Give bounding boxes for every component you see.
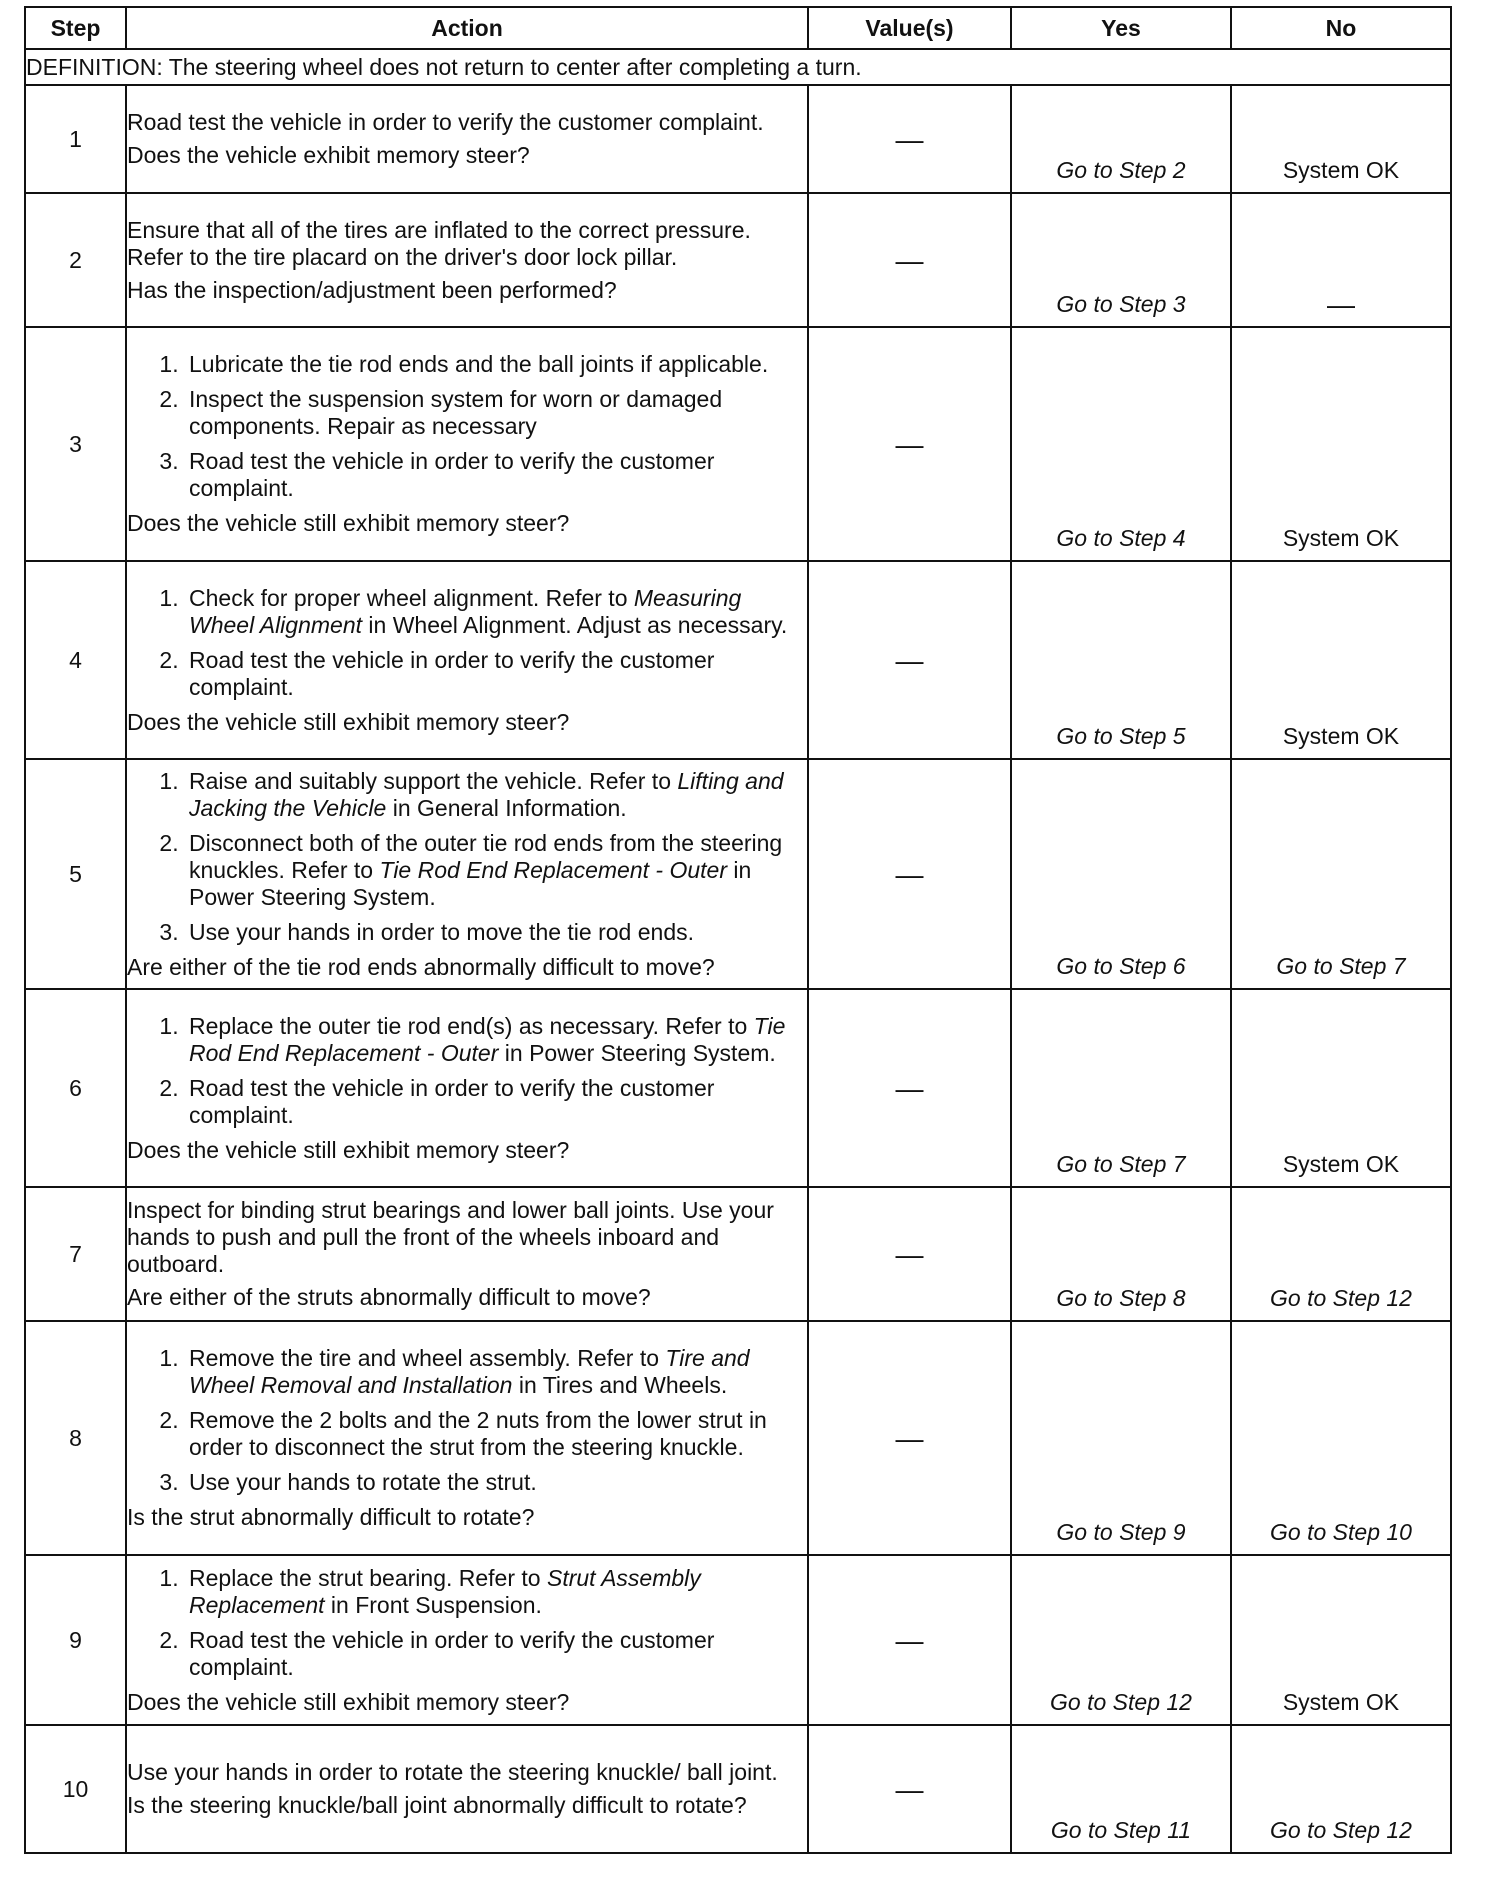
no-result (1231, 85, 1451, 193)
action-question: Does the vehicle still exhibit memory steer? (127, 708, 570, 735)
no-result (1231, 193, 1451, 327)
action-text: Inspect for binding strut bearings and lower ball joints. Use your hands to push and pull the front of the wheels inboard and outboard. (127, 1197, 774, 1277)
yes-result (1011, 1187, 1231, 1321)
action-step-text: in Front Suspension. (324, 1591, 542, 1618)
yes-result (1011, 989, 1231, 1187)
diagnostic-table (24, 6, 1452, 1854)
action-step (185, 1013, 807, 1067)
action-text: Road test the vehicle in order to verify the customer complaint. (127, 109, 764, 135)
action-cell (126, 327, 808, 561)
action-step-text: Raise and suitably support the vehicle. Refer to (189, 767, 678, 794)
action-step (185, 1469, 807, 1496)
action-step (185, 768, 807, 822)
yes-result-text: Go to Step 12 (1050, 1689, 1192, 1715)
yes-result (1011, 561, 1231, 759)
header-values: Value(s) (808, 7, 1011, 49)
definition-text: DEFINITION: The steering wheel does not return to center after completing a turn. (25, 49, 1451, 85)
action-step-text: in General Information. (386, 794, 627, 821)
action-cell (126, 1187, 808, 1321)
yes-result (1011, 85, 1231, 193)
action-step-text: Check for proper wheel alignment. Refer to (189, 584, 634, 611)
no-result (1231, 759, 1451, 989)
no-result (1231, 1321, 1451, 1555)
action-cell (126, 1725, 808, 1853)
step-number: 4 (25, 561, 126, 759)
action-step (185, 919, 807, 946)
yes-result-text: Go to Step 11 (1050, 1817, 1192, 1843)
action-steps-list (127, 585, 807, 701)
action-step-text: Use your hands in order to move the tie rod ends. (189, 918, 695, 945)
no-result-text: Go to Step 12 (1270, 1817, 1412, 1843)
action-question: Is the steering knuckle/ball joint abnormally difficult to rotate? (127, 1792, 747, 1818)
value-cell: — (808, 193, 1011, 327)
action-step (185, 1627, 807, 1681)
no-result-text: Go to Step 10 (1270, 1519, 1412, 1545)
action-step-text: Remove the 2 bolts and the 2 nuts from the lower strut in order to disconnect the strut from the steering knuckle. (189, 1407, 767, 1460)
action-step (185, 1407, 807, 1461)
table-row (25, 989, 1451, 1187)
action-question: Has the inspection/adjustment been performed? (127, 276, 617, 303)
reference-link-text: Measuring Wheel Alignment (189, 584, 742, 638)
action-cell (126, 759, 808, 989)
action-steps-list (127, 768, 807, 946)
no-result (1231, 989, 1451, 1187)
no-result-text: Go to Step 7 (1276, 953, 1406, 979)
action-step-text: Road test the vehicle in order to verify the customer complaint. (189, 1626, 715, 1680)
table-body (25, 49, 1451, 1853)
step-number: 6 (25, 989, 126, 1187)
yes-result-text: Go to Step 7 (1056, 1151, 1186, 1177)
action-step-text: Replace the strut bearing. Refer to (189, 1564, 547, 1591)
action-step-text: Disconnect both of the outer tie rod ends from the steering knuckles. Refer to (189, 829, 783, 883)
action-step-text: Remove the tire and wheel assembly. Refer to (189, 1345, 666, 1371)
no-result (1231, 1555, 1451, 1725)
action-step-text: in Wheel Alignment. Adjust as necessary. (362, 611, 788, 638)
action-question: Does the vehicle still exhibit memory steer? (127, 1136, 570, 1163)
header-action: Action (126, 7, 808, 49)
action-cell (126, 85, 808, 193)
action-question: Does the vehicle still exhibit memory steer? (127, 510, 570, 536)
header-row (25, 7, 1451, 49)
action-cell (126, 561, 808, 759)
step-number: 1 (25, 85, 126, 193)
value-cell: — (808, 1555, 1011, 1725)
value-cell: — (808, 759, 1011, 989)
action-step-text: in Power Steering System. (189, 856, 752, 910)
yes-result-text: Go to Step 8 (1056, 1285, 1186, 1311)
step-number: 2 (25, 193, 126, 327)
action-step-text: Use your hands to rotate the strut. (189, 1469, 537, 1495)
action-text: Use your hands in order to rotate the steering knuckle/ ball joint. (127, 1759, 778, 1785)
table-row (25, 561, 1451, 759)
action-step-text: Lubricate the tie rod ends and the ball joints if applicable. (189, 351, 769, 377)
action-text: Ensure that all of the tires are inflated to the correct pressure. Refer to the tire placard on the driver's door lock pillar. (127, 216, 751, 270)
action-question: Does the vehicle exhibit memory steer? (127, 142, 530, 168)
yes-result-text: Go to Step 3 (1056, 291, 1186, 317)
reference-link-text: Tire and Wheel Removal and Installation (189, 1345, 750, 1398)
action-step (185, 1075, 807, 1129)
no-result-text: Go to Step 12 (1270, 1285, 1412, 1311)
table-row (25, 759, 1451, 989)
table-row (25, 193, 1451, 327)
value-cell: — (808, 989, 1011, 1187)
value-cell: — (808, 1187, 1011, 1321)
step-number: 7 (25, 1187, 126, 1321)
action-step (185, 351, 807, 378)
header-yes: Yes (1011, 7, 1231, 49)
no-result (1231, 561, 1451, 759)
action-step (185, 647, 807, 701)
yes-result-text: Go to Step 6 (1056, 953, 1186, 979)
action-question: Does the vehicle still exhibit memory steer? (127, 1688, 570, 1715)
no-result-text: System OK (1282, 723, 1400, 749)
no-result-text: System OK (1282, 1689, 1400, 1715)
reference-link-text: Tie Rod End Replacement - Outer (189, 1012, 786, 1066)
reference-link-text: Tie Rod End Replacement - Outer (379, 856, 727, 883)
value-cell: — (808, 327, 1011, 561)
step-number: 9 (25, 1555, 126, 1725)
no-result-text: System OK (1282, 525, 1400, 551)
no-result-text: System OK (1282, 1151, 1400, 1177)
action-question: Are either of the struts abnormally difficult to move? (127, 1284, 651, 1310)
action-step-text: Replace the outer tie rod end(s) as necessary. Refer to (189, 1012, 754, 1039)
action-question: Are either of the tie rod ends abnormally difficult to move? (127, 953, 715, 980)
step-number: 10 (25, 1725, 126, 1853)
table-row (25, 1321, 1451, 1555)
yes-result (1011, 1555, 1231, 1725)
action-cell (126, 989, 808, 1187)
value-cell: — (808, 1321, 1011, 1555)
action-step (185, 1345, 807, 1399)
yes-result-text: Go to Step 2 (1056, 157, 1186, 183)
step-number: 8 (25, 1321, 126, 1555)
action-step (185, 830, 807, 911)
action-steps-list (127, 351, 807, 502)
yes-result (1011, 1321, 1231, 1555)
step-number: 5 (25, 759, 126, 989)
no-result-text: System OK (1282, 157, 1400, 183)
action-steps-list (127, 1013, 807, 1129)
yes-result (1011, 759, 1231, 989)
table-row (25, 1187, 1451, 1321)
value-cell: — (808, 85, 1011, 193)
action-cell (126, 1555, 808, 1725)
action-step (185, 585, 807, 639)
action-step-text: Inspect the suspension system for worn or damaged components. Repair as necessary (189, 386, 723, 439)
yes-result (1011, 327, 1231, 561)
no-result (1231, 327, 1451, 561)
yes-result (1011, 1725, 1231, 1853)
reference-link-text: Strut Assembly Replacement (189, 1564, 701, 1618)
action-question: Is the strut abnormally difficult to rotate? (127, 1504, 535, 1530)
action-cell (126, 193, 808, 327)
definition-row (25, 49, 1451, 85)
action-step (185, 386, 807, 440)
action-steps-list (127, 1345, 807, 1496)
header-no: No (1231, 7, 1451, 49)
no-result (1231, 1187, 1451, 1321)
yes-result-text: Go to Step 4 (1056, 525, 1186, 551)
no-result-text: — (1327, 289, 1355, 320)
header-step: Step (25, 7, 126, 49)
value-cell: — (808, 561, 1011, 759)
yes-result-text: Go to Step 9 (1056, 1519, 1186, 1545)
action-step-text: in Tires and Wheels. (512, 1372, 728, 1398)
action-step-text: Road test the vehicle in order to verify the customer complaint. (189, 448, 715, 501)
reference-link-text: Lifting and Jacking the Vehicle (189, 767, 784, 821)
table-row (25, 327, 1451, 561)
yes-result-text: Go to Step 5 (1056, 723, 1186, 749)
yes-result (1011, 193, 1231, 327)
no-result (1231, 1725, 1451, 1853)
action-steps-list (127, 1565, 807, 1681)
action-cell (126, 1321, 808, 1555)
step-number: 3 (25, 327, 126, 561)
action-step-text: in Power Steering System. (498, 1039, 776, 1066)
table-row (25, 85, 1451, 193)
action-step (185, 448, 807, 502)
action-step-text: Road test the vehicle in order to verify the customer complaint. (189, 646, 715, 700)
value-cell: — (808, 1725, 1011, 1853)
table-row (25, 1555, 1451, 1725)
action-step-text: Road test the vehicle in order to verify the customer complaint. (189, 1074, 715, 1128)
action-step (185, 1565, 807, 1619)
table-row (25, 1725, 1451, 1853)
